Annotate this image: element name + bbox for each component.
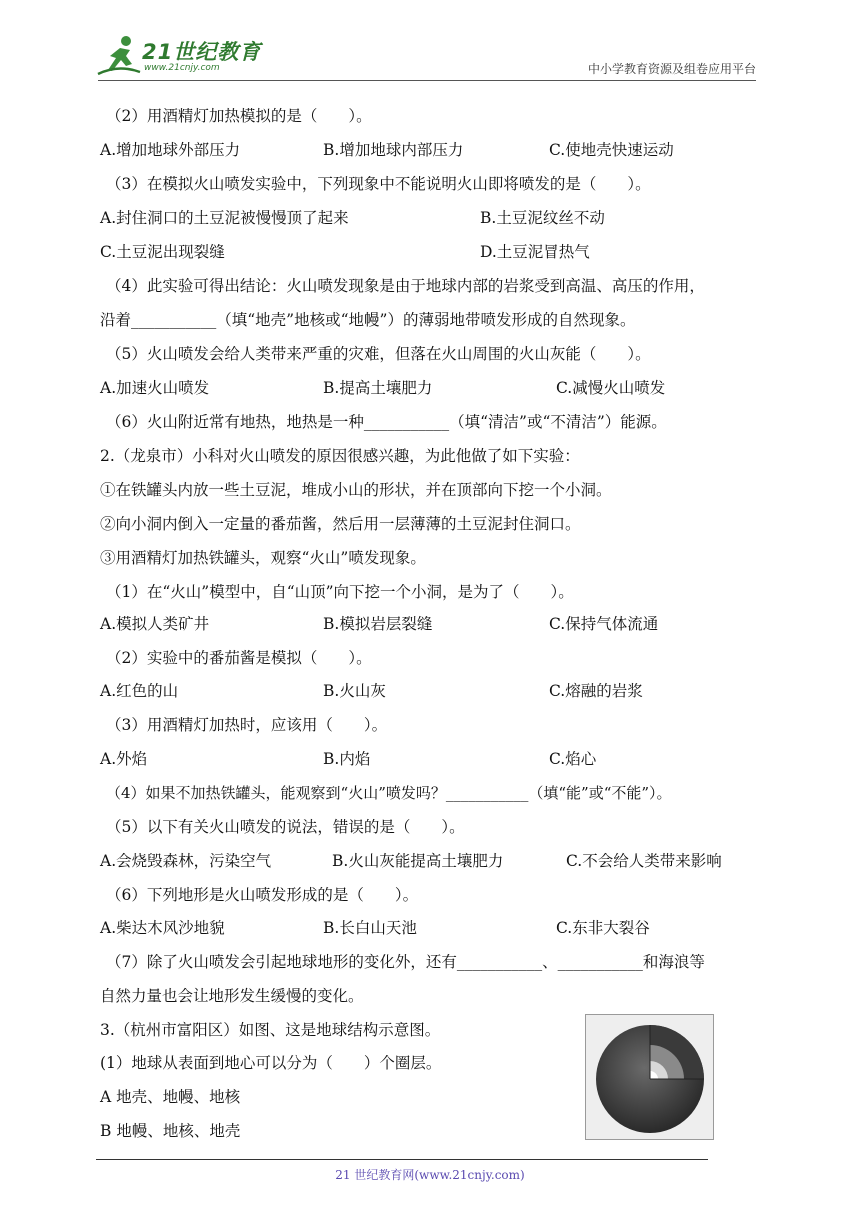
option-a: A.柴达木风沙地貌 [100, 919, 225, 937]
logo-url: www.21cnjy.com [144, 63, 220, 73]
question-line: （6）下列地形是火山喷发形成的是（ ）。 [106, 886, 419, 904]
question-heading: 3.（杭州市富阳区）如图、这是地球结构示意图。 [100, 1021, 441, 1039]
step-line: ②向小洞内倒入一定量的番茄酱，然后用一层薄薄的土豆泥封住洞口。 [100, 515, 581, 533]
logo-title: 21世纪教育 [142, 40, 262, 64]
footer-divider [96, 1159, 708, 1160]
option-a: A.封住洞口的土豆泥被慢慢顶了起来 [100, 209, 349, 227]
option-c: C.熔融的岩浆 [549, 682, 643, 700]
question-line: 自然力量也会让地形发生缓慢的变化。 [100, 987, 364, 1005]
option-a: A 地壳、地幔、地核 [100, 1088, 241, 1106]
logo [96, 34, 266, 78]
question-line: （2）用酒精灯加热模拟的是（ ）。 [106, 107, 372, 125]
option-a: A.会烧毁森林，污染空气 [100, 852, 272, 870]
option-b: B.模拟岩层裂缝 [323, 615, 433, 633]
runner-logo-icon [96, 34, 142, 78]
question-line: （1）在“火山”模型中，自“山顶”向下挖一个小洞，是为了（ ）。 [106, 583, 574, 601]
option-a: A.红色的山 [100, 682, 179, 700]
question-line: （3）用酒精灯加热时，应该用（ ）。 [106, 716, 388, 734]
question-line: （5）以下有关火山喷发的说法，错误的是（ ）。 [106, 818, 465, 836]
option-a: A.外焰 [100, 750, 148, 768]
page-header [0, 0, 860, 90]
option-c: C.保持气体流通 [549, 615, 659, 633]
option-b: B.土豆泥纹丝不动 [480, 209, 605, 227]
option-a: A.模拟人类矿井 [100, 615, 210, 633]
question-line: （4）此实验可得出结论：火山喷发现象是由于地球内部的岩浆受到高温、高压的作用， [106, 277, 705, 295]
step-line: ③用酒精灯加热铁罐头，观察“火山”喷发现象。 [100, 549, 426, 567]
question-line: （3）在模拟火山喷发实验中，下列现象中不能说明火山即将喷发的是（ ）。 [106, 175, 651, 193]
option-a: A.加速火山喷发 [100, 379, 210, 397]
question-line: (1）地球从表面到地心可以分为（ ）个圈层。 [100, 1054, 442, 1072]
option-c: C.使地壳快速运动 [549, 141, 674, 159]
platform-name: 中小学教育资源及组卷应用平台 [587, 62, 756, 76]
option-b: B.火山灰能提高土壤肥力 [332, 852, 504, 870]
option-b: B.长白山天池 [323, 919, 417, 937]
option-b: B 地幔、地核、地壳 [100, 1122, 241, 1140]
option-c: C.不会给人类带来影响 [566, 852, 722, 870]
option-b: B.提高土壤肥力 [323, 379, 433, 397]
option-c: C.减慢火山喷发 [556, 379, 666, 397]
footer-text: 21 世纪教育网(www.21cnjy.com) [335, 1168, 525, 1182]
option-b: B.火山灰 [323, 682, 386, 700]
question-line: 沿着___________（填“地壳”地核或“地幔”）的薄弱地带喷发形成的自然现象。 [100, 311, 636, 329]
option-a: A.增加地球外部压力 [100, 141, 241, 159]
earth-structure-image [585, 1014, 714, 1140]
question-heading: 2.（龙泉市）小科对火山喷发的原因很感兴趣，为此他做了如下实验： [100, 447, 580, 465]
earth-cross-section-icon [586, 1015, 713, 1139]
option-b: B.增加地球内部压力 [323, 141, 464, 159]
option-c: C.土豆泥出现裂缝 [100, 243, 225, 261]
question-line: （2）实验中的番茄酱是模拟（ ）。 [106, 649, 372, 667]
option-b: B.内焰 [323, 750, 371, 768]
header-divider [98, 80, 756, 81]
question-line: （6）火山附近常有地热，地热是一种___________（填“清洁”或“不清洁”）能源。 [106, 413, 667, 431]
option-d: D.土豆泥冒热气 [480, 243, 590, 261]
question-line: （4）如果不加热铁罐头，能观察到“火山”喷发吗？___________（填“能”或“不能”）。 [106, 784, 672, 802]
question-line: （7）除了火山喷发会引起地球地形的变化外，还有___________、___________和海浪等 [106, 953, 705, 971]
step-line: ①在铁罐头内放一些土豆泥，堆成小山的形状，并在顶部向下挖一个小洞。 [100, 481, 612, 499]
question-line: （5）火山喷发会给人类带来严重的灾难，但落在火山周围的火山灰能（ ）。 [106, 345, 651, 363]
option-c: C.焰心 [549, 750, 597, 768]
option-c: C.东非大裂谷 [556, 919, 650, 937]
